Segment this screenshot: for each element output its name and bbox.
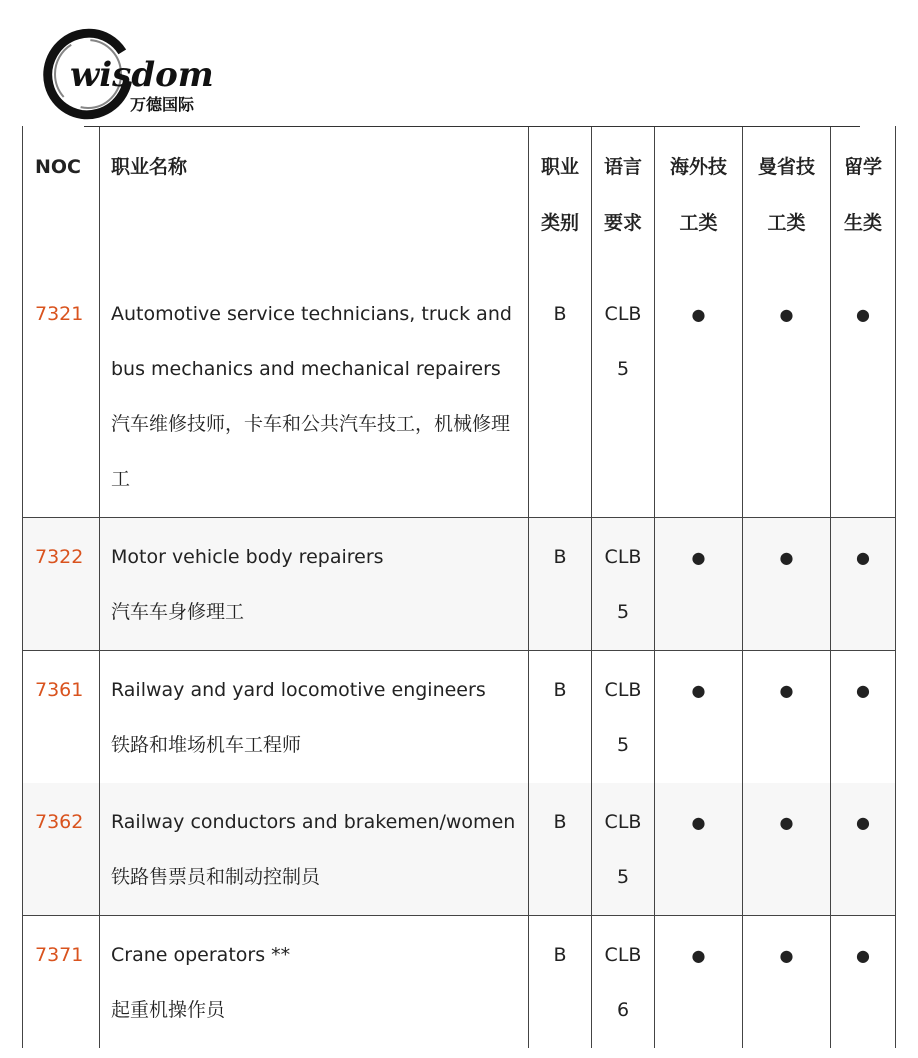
top-rule [84, 126, 860, 127]
wisdom-logo [40, 24, 220, 124]
category: B [529, 783, 592, 916]
noc-code: 7321 [23, 275, 100, 518]
job-title: Railway and yard locomotive engineers 铁路和堆场机车工程师 [100, 651, 529, 784]
manitoba-skilled-mark: ● [743, 783, 831, 916]
overseas-skilled-mark: ● [655, 275, 743, 518]
logo-wordmark: wisdom [70, 55, 214, 95]
header-language: 语言 要求 [592, 126, 655, 275]
noc-code: 7361 [23, 651, 100, 784]
language-requirement: CLB 5 [592, 518, 655, 651]
category: B [529, 518, 592, 651]
header-international-student: 留学 生类 [831, 126, 896, 275]
noc-code: 7322 [23, 518, 100, 651]
header-overseas-skilled: 海外技 工类 [655, 126, 743, 275]
table-row [23, 518, 896, 651]
noc-code: 7362 [23, 783, 100, 916]
language-requirement: CLB 5 [592, 651, 655, 784]
overseas-skilled-mark: ● [655, 651, 743, 784]
international-student-mark: ● [831, 651, 896, 784]
overseas-skilled-mark: ● [655, 783, 743, 916]
job-title: Crane operators ** 起重机操作员 [100, 916, 529, 1049]
manitoba-skilled-mark: ● [743, 916, 831, 1049]
manitoba-skilled-mark: ● [743, 518, 831, 651]
header-category: 职业 类别 [529, 126, 592, 275]
category: B [529, 916, 592, 1049]
job-title: Motor vehicle body repairers 汽车车身修理工 [100, 518, 529, 651]
header-job-title: 职业名称 [100, 126, 529, 275]
table-row [23, 916, 896, 1049]
manitoba-skilled-mark: ● [743, 275, 831, 518]
international-student-mark: ● [831, 518, 896, 651]
category: B [529, 651, 592, 784]
logo-subtitle: 万德国际 [130, 95, 195, 114]
table-row [23, 275, 896, 518]
international-student-mark: ● [831, 783, 896, 916]
language-requirement: CLB 6 [592, 916, 655, 1049]
header-manitoba-skilled: 曼省技 工类 [743, 126, 831, 275]
manitoba-skilled-mark: ● [743, 651, 831, 784]
table-header-row [23, 126, 896, 275]
job-title: Railway conductors and brakemen/women 铁路售票员和制动控制员 [100, 783, 529, 916]
international-student-mark: ● [831, 916, 896, 1049]
international-student-mark: ● [831, 275, 896, 518]
noc-table [22, 126, 896, 1048]
category: B [529, 275, 592, 518]
overseas-skilled-mark: ● [655, 916, 743, 1049]
job-title: Automotive service technicians, truck and bus mechanics and mechanical repairers 汽车维修技师，卡车和公共汽车技工，机械修理 工 [100, 275, 529, 518]
language-requirement: CLB 5 [592, 275, 655, 518]
table-row [23, 783, 896, 916]
header-noc: NOC [23, 126, 100, 275]
language-requirement: CLB 5 [592, 783, 655, 916]
overseas-skilled-mark: ● [655, 518, 743, 651]
table-row [23, 651, 896, 784]
noc-code: 7371 [23, 916, 100, 1049]
